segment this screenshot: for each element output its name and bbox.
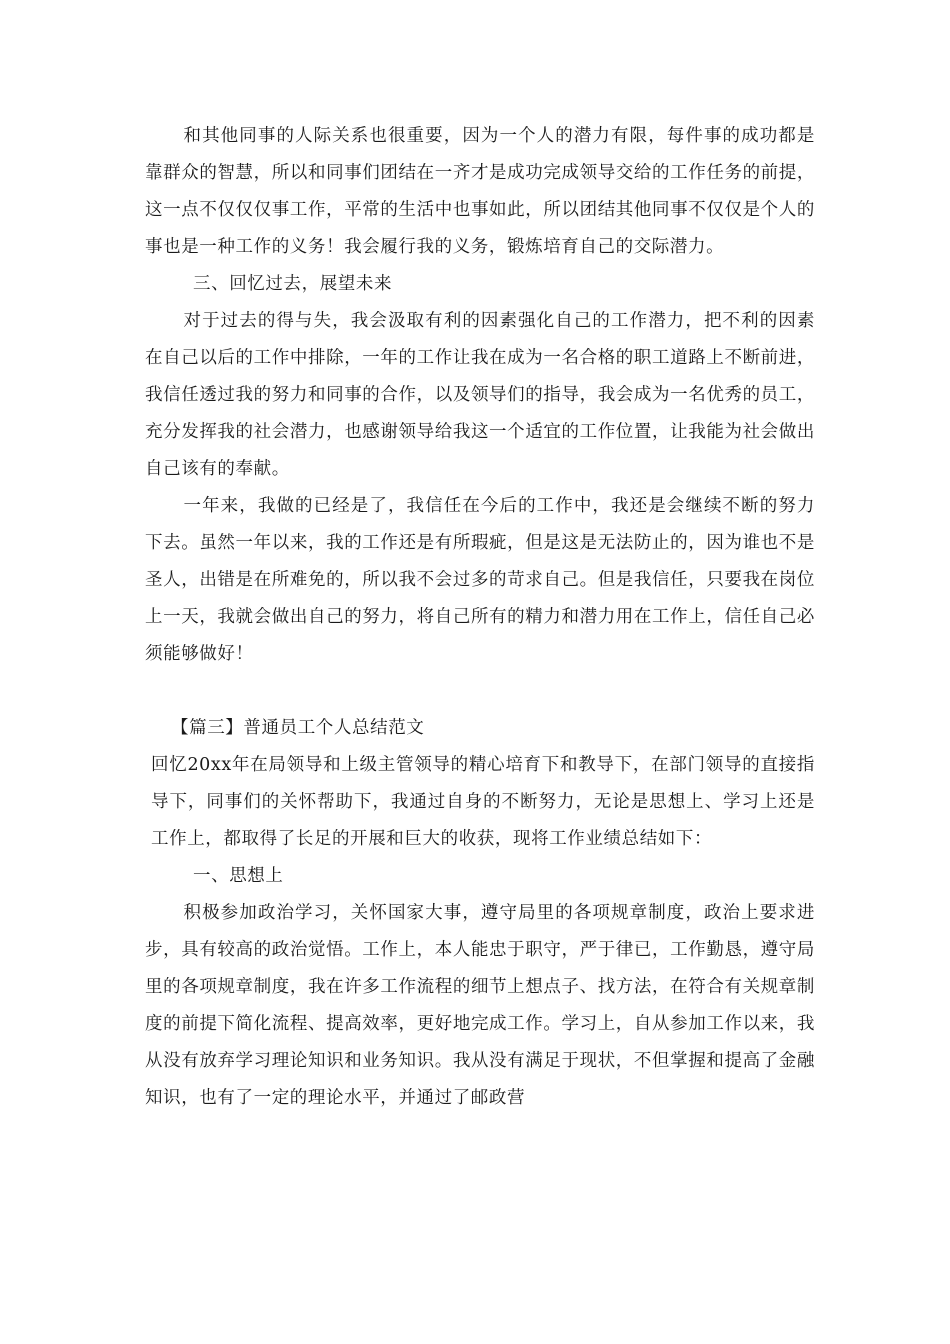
paragraph-political-study: 积极参加政治学习，关怀国家大事，遵守局里的各项规章制度，政治上要求进步，具有较高的政治觉悟。工作上，本人能忠于职守，严于律已，工作勤恳，遵守局里的各项规章制度，我在许多工作流程的细节上想点子、找方法，在符合有关规章制度的前提下简化流程、提高效率，更好地完成工作。学习上，自从参加工作以来，我从没有放弃学习理论知识和业务知识。我从没有满足于现状，不但掌握和提高了金融知识，也有了一定的理论水平，并通过了邮政营 (145, 903, 815, 1108)
paragraph-year-summary: 一年来，我做的已经是了，我信任在今后的工作中，我还是会继续不断的努力下去。虽然一年以来，我的工作还是有所瑕疵，但是这是无法防止的，因为谁也不是圣人，出错是在所难免的，所以我不会过多的苛求自己。但是我信任，只要我在岗位上一天，我就会做出自己的努力，将自己所有的精力和潜力用在工作上，信任自己必须能够做好！ (145, 496, 815, 664)
heading-review-past: 三、回忆过去，展望未来 (193, 274, 393, 294)
paragraph-intro: 回忆20xx年在局领导和上级主管领导的精心培育下和教导下，在部门领导的直接指导下，同事们的关怀帮助下，我通过自身的不断努力，无论是思想上、学习上还是工作上，都取得了长足的开展和巨大的收获，现将工作业绩总结如下： (151, 755, 815, 849)
heading-ideology: 一、思想上 (193, 866, 284, 886)
paragraph-gains-losses: 对于过去的得与失，我会汲取有利的因素强化自己的工作潜力，把不利的因素在自己以后的工作中排除，一年的工作让我在成为一名合格的职工道路上不断前进，我信任透过我的努力和同事的合作，以及领导们的指导，我会成为一名优秀的员工，充分发挥我的社会潜力，也感谢领导给我这一个适宜的工作位置，让我能为社会做出自己该有的奉献。 (145, 311, 815, 479)
paragraph-colleague-relations: 和其他同事的人际关系也很重要，因为一个人的潜力有限，每件事的成功都是靠群众的智慧，所以和同事们团结在一齐才是成功完成领导交给的工作任务的前提，这一点不仅仅仅事工作，平常的生活中也事如此，所以团结其他同事不仅仅是个人的事也是一种工作的义务！我会履行我的义务，锻炼培育自己的交际潜力。 (145, 126, 815, 257)
document-body (145, 118, 815, 1117)
section-title-part-three: 【篇三】普通员工个人总结范文 (171, 718, 425, 738)
